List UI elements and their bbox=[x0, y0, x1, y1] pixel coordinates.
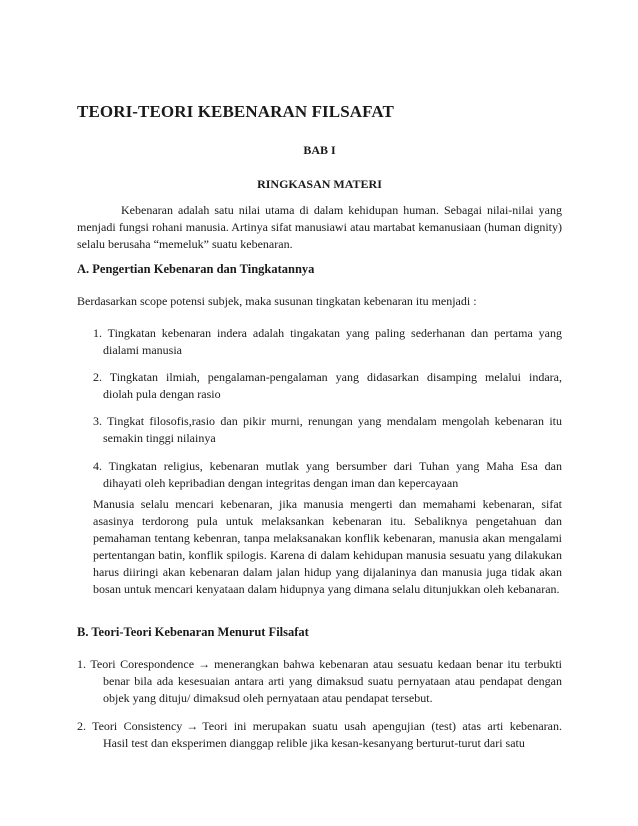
section-a-closing-paragraph: Manusia selalu mencari kebenaran, jika manusia mengerti dan memahami kebenaran, sifat asasinya terdorong pula untuk melaksankan kebenaran itu. Sebaliknya pengetahuan dan pemahaman tentang kebenran, tanpa melaksanakan konflik kebenaran, manusia akan mengalami pertentangan batin, konflik spilogis. Karena di dalam kehidupan manusia sesuatu yang dilakukan harus diiringi akan kebenaran dalam jalan hidup yang dijalaninya dan manusia juga tidak akan bosan untuk mencari kenyataan dalam hidupnya yang dimana selalu ditunjukkan oleh kebanaran. bbox=[93, 497, 562, 596]
theory-item bbox=[77, 718, 562, 752]
chapter-label: BAB I bbox=[303, 143, 336, 157]
chapter-subtitle: RINGKASAN MATERI bbox=[257, 177, 382, 191]
list-item-continuation: semakin tinggi nilainya bbox=[103, 431, 216, 445]
list-item bbox=[93, 325, 562, 359]
document-title: TEORI-TEORI KEBENARAN FILSAFAT bbox=[77, 102, 394, 121]
list-item-continuation: diolah pula dengan rasio bbox=[103, 387, 221, 401]
list-item-line: 4. Tingkatan religius, kebenaran mutlak yang bersumber dari Tuhan yang Maha Esa dan bbox=[93, 459, 562, 473]
theory-name: 2. Teori Consistency bbox=[77, 719, 183, 733]
arrow-icon: → bbox=[186, 719, 199, 733]
theory-description-continuation: benar bila ada kesesuaian antara arti yang dimaksud suatu pernyataan atau pendapat dengan objek yang dituju/ dimaksud oleh pernyataan atau pendapat tersebut. bbox=[103, 674, 562, 705]
arrow-icon: → bbox=[198, 657, 211, 671]
intro-paragraph bbox=[77, 202, 562, 253]
intro-paragraph-text: Kebenaran adalah satu nilai utama di dalam kehidupan human. Sebagai nilai-nilai yang menjadi fungsi rohani manusia. Artinya sifat manusiawi atau martabat kemanusiaan (human dignity) selalu berusaha “memeluk” suatu kebenaran. bbox=[77, 203, 562, 251]
list-item bbox=[93, 458, 562, 492]
list-item bbox=[93, 369, 562, 403]
theory-first-line bbox=[77, 718, 562, 735]
section-a-lead: Berdasarkan scope potensi subjek, maka susunan tingkatan kebenaran itu menjadi : bbox=[77, 294, 477, 308]
list-item-continuation: dihayati oleh kepribadian dengan integritas dengan iman dan kepercayaan bbox=[103, 476, 459, 490]
theory-description-start: menerangkan bahwa kebenaran atau sesuatu kedaan benar itu terbukti bbox=[214, 657, 563, 671]
theory-description-start: Teori ini merupakan suatu usah apengujian (test) atas arti kebenaran. bbox=[202, 719, 562, 733]
list-item-line: 3. Tingkat filosofis,rasio dan pikir murni, renungan yang mendalam mengolah kebenaran itu bbox=[93, 414, 562, 428]
list-item-line: 1. Tingkatan kebenaran indera adalah tingakatan yang paling sederhanan dan pertama yang bbox=[93, 326, 562, 340]
list-item-line: 2. Tingkatan ilmiah, pengalaman-pengalaman yang didasarkan disamping melalui indara, bbox=[93, 370, 562, 384]
section-a-heading: A. Pengertian Kebenaran dan Tingkatannya bbox=[77, 262, 315, 276]
theory-first-line bbox=[77, 656, 562, 673]
list-item-continuation: dialami manusia bbox=[103, 343, 182, 357]
section-b-heading: B. Teori-Teori Kebenaran Menurut Filsafat bbox=[77, 625, 309, 639]
theory-item bbox=[77, 656, 562, 707]
theory-description-continuation: Hasil test dan eksperimen dianggap relible jika kesan-kesanyang berturut-turut dari satu bbox=[103, 736, 525, 750]
theory-name: 1. Teori Corespondence bbox=[77, 657, 195, 671]
list-item bbox=[93, 413, 562, 447]
